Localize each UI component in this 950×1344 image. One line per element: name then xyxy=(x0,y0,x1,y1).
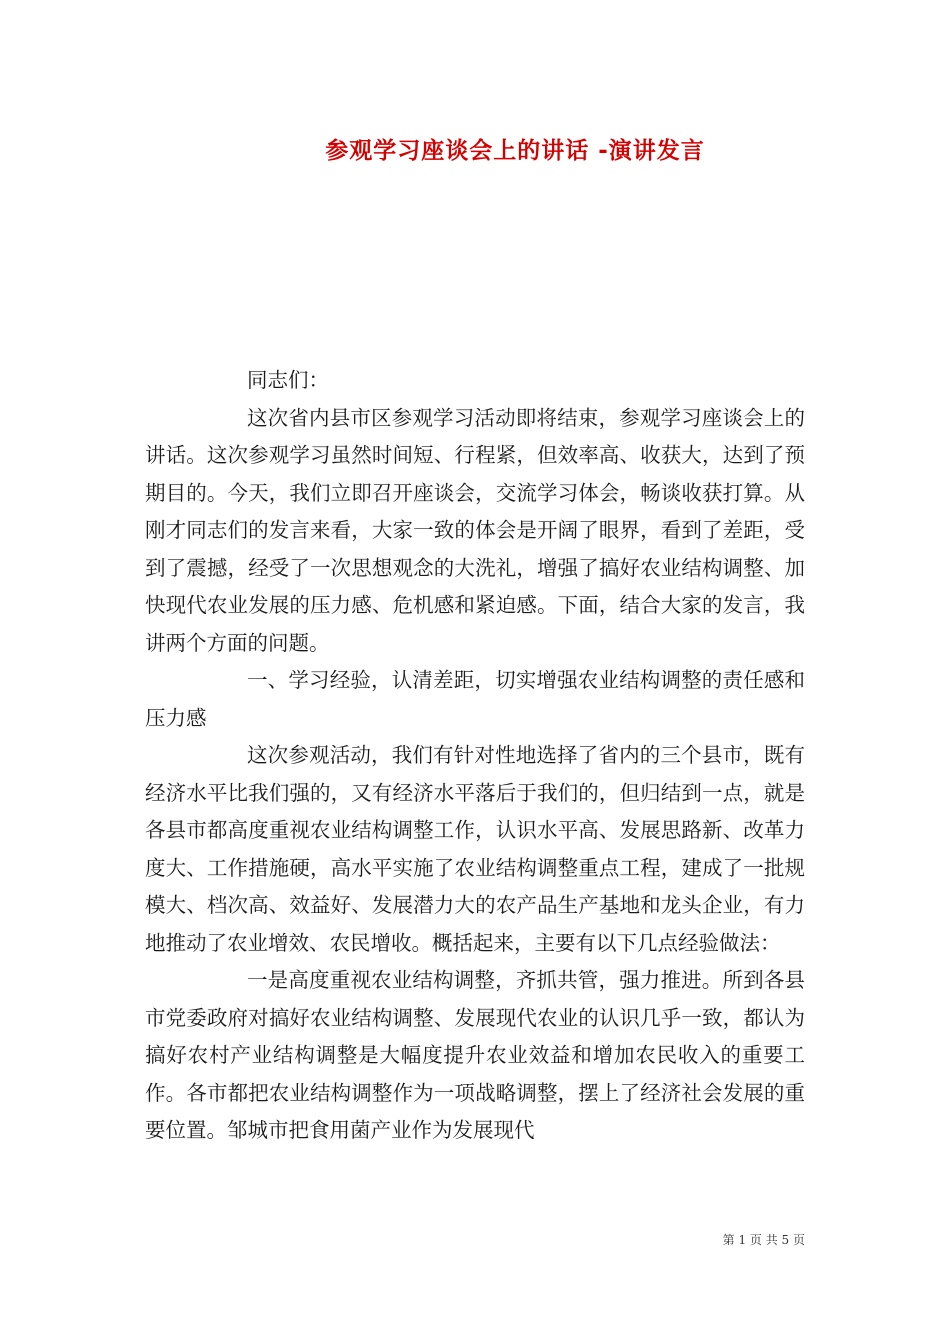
document-title: 参观学习座谈会上的讲话 -演讲发言 xyxy=(325,138,705,164)
paragraph-point-one: 一是高度重视农业结构调整，齐抓共管，强力推进。所到各县市党委政府对搞好农业结构调整、发展现代农业的认识几乎一致，都认为搞好农村产业结构调整是大幅度提升农业效益和增加农民收入的重要工作。各市都把农业结构调整作为一项战略调整，摆上了经济社会发展的重要位置。邹城市把食用菌产业作为发展现代 xyxy=(145,968,805,1142)
page-number-footer: 第 1 页 共 5 页 xyxy=(722,1233,805,1247)
paragraph-visit-summary: 这次参观活动，我们有针对性地选择了省内的三个县市，既有经济水平比我们强的，又有经济水平落后于我们的，但归结到一点，就是各县市都高度重视农业结构调整工作，认识水平高、发展思路新、改革力度大、工作措施硬，高水平实施了农业结构调整重点工程，建成了一批规模大、档次高、效益好、发展潜力大的农产品生产基地和龙头企业，有力地推动了农业增效、农民增收。概括起来，主要有以下几点经验做法： xyxy=(145,743,805,955)
paragraph-intro: 这次省内县市区参观学习活动即将结束，参观学习座谈会上的讲话。这次参观学习虽然时间短、行程紧，但效率高、收获大，达到了预期目的。今天，我们立即召开座谈会，交流学习体会，畅谈收获打算。从刚才同志们的发言来看，大家一致的体会是开阔了眼界，看到了差距，受到了震撼，经受了一次思想观念的大洗礼，增强了搞好农业结构调整、加快现代农业发展的压力感、危机感和紧迫感。下面，结合大家的发言，我讲两个方面的问题。 xyxy=(145,405,805,655)
section-heading-one: 一、学习经验，认清差距，切实增强农业结构调整的责任感和压力感 xyxy=(145,668,805,730)
document-body xyxy=(145,362,805,1150)
salutation: 同志们： xyxy=(247,368,329,392)
